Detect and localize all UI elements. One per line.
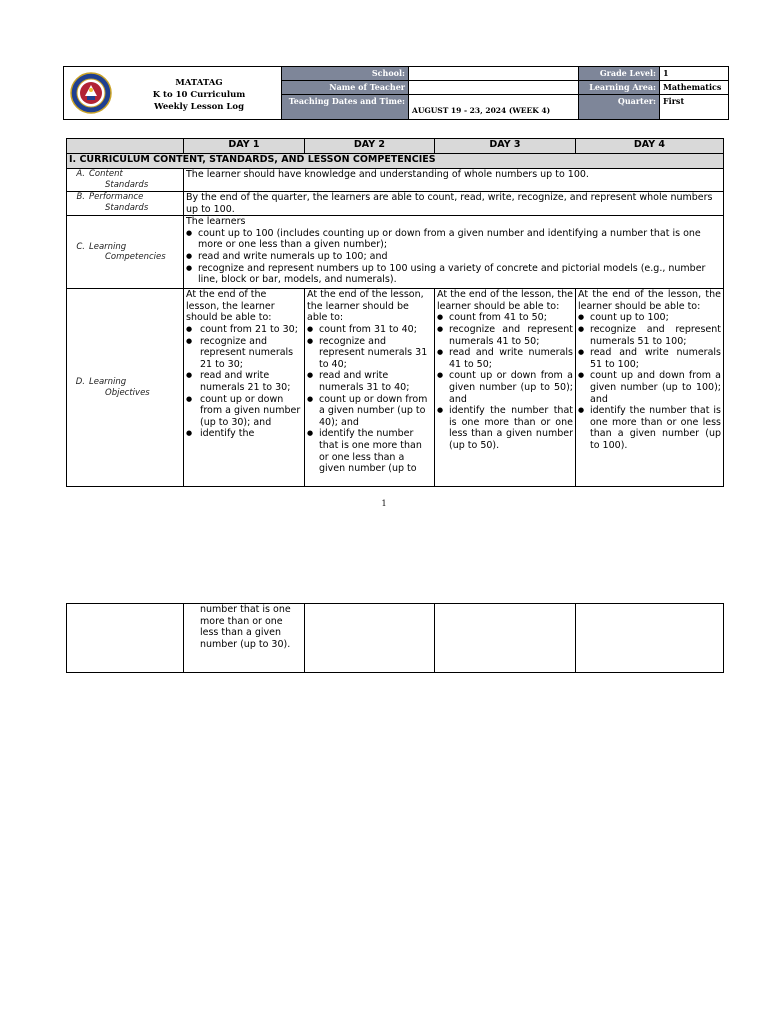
school-label: School: (282, 67, 408, 80)
day-header: DAY 4 (576, 139, 724, 154)
school-field[interactable] (408, 67, 578, 80)
teaching-dates-label: Teaching Dates and Time: (282, 95, 408, 119)
header-title-line2: K to 10 Curriculum (152, 90, 246, 100)
objectives-day4: At the end of the lesson, the learner should be able to: ● count up to 100; ● recognize and represent numerals 51 to 100; ● read and write numerals 51 to 100; ● count up and down from a given number (up to 100); and ● identify the number that is one more than or one less than a given number (up to 100). (576, 289, 724, 487)
teacher-field[interactable] (408, 81, 578, 94)
empty-cell (435, 604, 576, 673)
lesson-log-table-continued (66, 603, 724, 673)
list-item: ● recognize and represent numerals 41 to 50; (437, 324, 573, 347)
header-divider (282, 94, 728, 95)
list-item: ● read and write numerals 41 to 50; (437, 347, 573, 370)
list-item: ● count up or down from a given number (up to 30); and (186, 394, 302, 429)
list-item: ● read and write numerals 51 to 100; (578, 347, 721, 370)
grade-level-field[interactable]: 1 (659, 67, 728, 80)
competencies-intro: The learners (186, 216, 246, 228)
list-item: ● recognize and represent numerals 21 to 30; (186, 336, 302, 371)
list-item: ● count from 41 to 50; (437, 312, 573, 324)
list-item: ● count up to 100; (578, 312, 721, 324)
quarter-label: Quarter: (578, 95, 659, 119)
header-title (124, 77, 274, 113)
content-standards-row (67, 169, 724, 192)
content-standards-text: The learner should have knowledge and understanding of whole numbers up to 100. (184, 169, 724, 192)
lesson-log-table (66, 138, 724, 487)
list-item: ● identify the number that is one more than or one less than a given number (up to (307, 428, 432, 474)
learning-area-label: Learning Area: (578, 81, 659, 94)
performance-standards-label: B. Performance Standards (67, 192, 184, 216)
objectives-day1-continued: number that is one more than or one less than a given number (up to 30). (184, 604, 305, 673)
day-header: DAY 2 (305, 139, 435, 154)
performance-standards-text: By the end of the quarter, the learners are able to count, read, write, recognize, and represent whole numbers up to 100. (184, 192, 724, 216)
objectives-day3: At the end of the lesson, the learner should be able to: ● count from 41 to 50; ● recognize and represent numerals 41 to 50; ● read and write numerals 41 to 50; ● count up or down from a given number (up to 50); and ● identify the number that is one more than or one less than a given number (up to 50). (435, 289, 576, 487)
deped-seal-icon (70, 72, 112, 114)
list-item: ● count up to 100 (includes counting up or down from a given number and identifying a number that is one more or one less than a given number); (186, 228, 721, 251)
day-header: DAY 3 (435, 139, 576, 154)
quarter-field[interactable]: First (659, 95, 728, 119)
content-standards-label: A. Content Standards (67, 169, 184, 192)
day-header: DAY 1 (184, 139, 305, 154)
list-item: ● identify the number that is one more than or one less than a given number (up to 100). (578, 405, 721, 451)
page-number: 1 (381, 499, 387, 508)
list-item: ● read and write numerals 31 to 40; (307, 370, 432, 393)
empty-cell (576, 604, 724, 673)
competencies-list (186, 228, 721, 286)
empty-cell (305, 604, 435, 673)
objectives-label: D. Learning Objectives (67, 289, 184, 487)
lesson-log-header (63, 66, 729, 120)
empty-label-cell (67, 604, 184, 673)
header-logo-area (64, 67, 282, 119)
section-row (67, 154, 724, 169)
objectives-row (67, 289, 724, 487)
header-title-line3: Weekly Lesson Log (153, 102, 245, 112)
section-title: I. CURRICULUM CONTENT, STANDARDS, AND LESSON COMPETENCIES (67, 154, 724, 169)
teacher-label: Name of Teacher (282, 81, 408, 94)
teaching-dates-field[interactable]: AUGUST 19 - 23, 2024 (WEEK 4) (408, 95, 578, 119)
list-item: ● read and write numerals up to 100; and (186, 251, 721, 263)
header-divider (282, 80, 728, 81)
performance-standards-row (67, 192, 724, 216)
list-item: ● count up and down from a given number (up to 100); and (578, 370, 721, 405)
objectives-day2: At the end of the lesson, the learner should be able to: ● count from 31 to 40; ● recognize and represent numerals 31 to 40; ● read and write numerals 31 to 40; ● count up or down from a given number (up to 40); and ● identify the number that is one more than or one less than a given number (up to (305, 289, 435, 487)
learning-area-field[interactable]: Mathematics (659, 81, 728, 94)
day-header-row (67, 139, 724, 154)
list-item: ● recognize and represent numbers up to 100 using a variety of concrete and pictorial models (e.g., number line, block or bar, models, and numerals). (186, 263, 721, 286)
competencies-text (184, 216, 724, 289)
competencies-label: C. Learning Competencies (67, 216, 184, 289)
list-item: ● identify the (186, 428, 302, 440)
grade-level-label: Grade Level: (578, 67, 659, 80)
corner-cell (67, 139, 184, 154)
objectives-day1: At the end of the lesson, the learner should be able to: ● count from 21 to 30; ● recognize and represent numerals 21 to 30; ● read and write numerals 21 to 30; ● count up or down from a given number (up to 30); and ● identify the (184, 289, 305, 487)
list-item: ● count from 31 to 40; (307, 324, 432, 336)
list-item: ● count from 21 to 30; (186, 324, 302, 336)
objectives-continued-row (67, 604, 724, 673)
header-info-grid (282, 67, 728, 119)
competencies-row (67, 216, 724, 289)
list-item: ● read and write numerals 21 to 30; (186, 370, 302, 393)
list-item: ● recognize and represent numerals 51 to 100; (578, 324, 721, 347)
list-item: ● count up or down from a given number (up to 40); and (307, 394, 432, 429)
list-item: ● identify the number that is one more than or one less than a given number (up to 50). (437, 405, 573, 451)
list-item: ● recognize and represent numerals 31 to 40; (307, 336, 432, 371)
list-item: ● count up or down from a given number (up to 50); and (437, 370, 573, 405)
header-title-line1: MATATAG (175, 78, 223, 88)
